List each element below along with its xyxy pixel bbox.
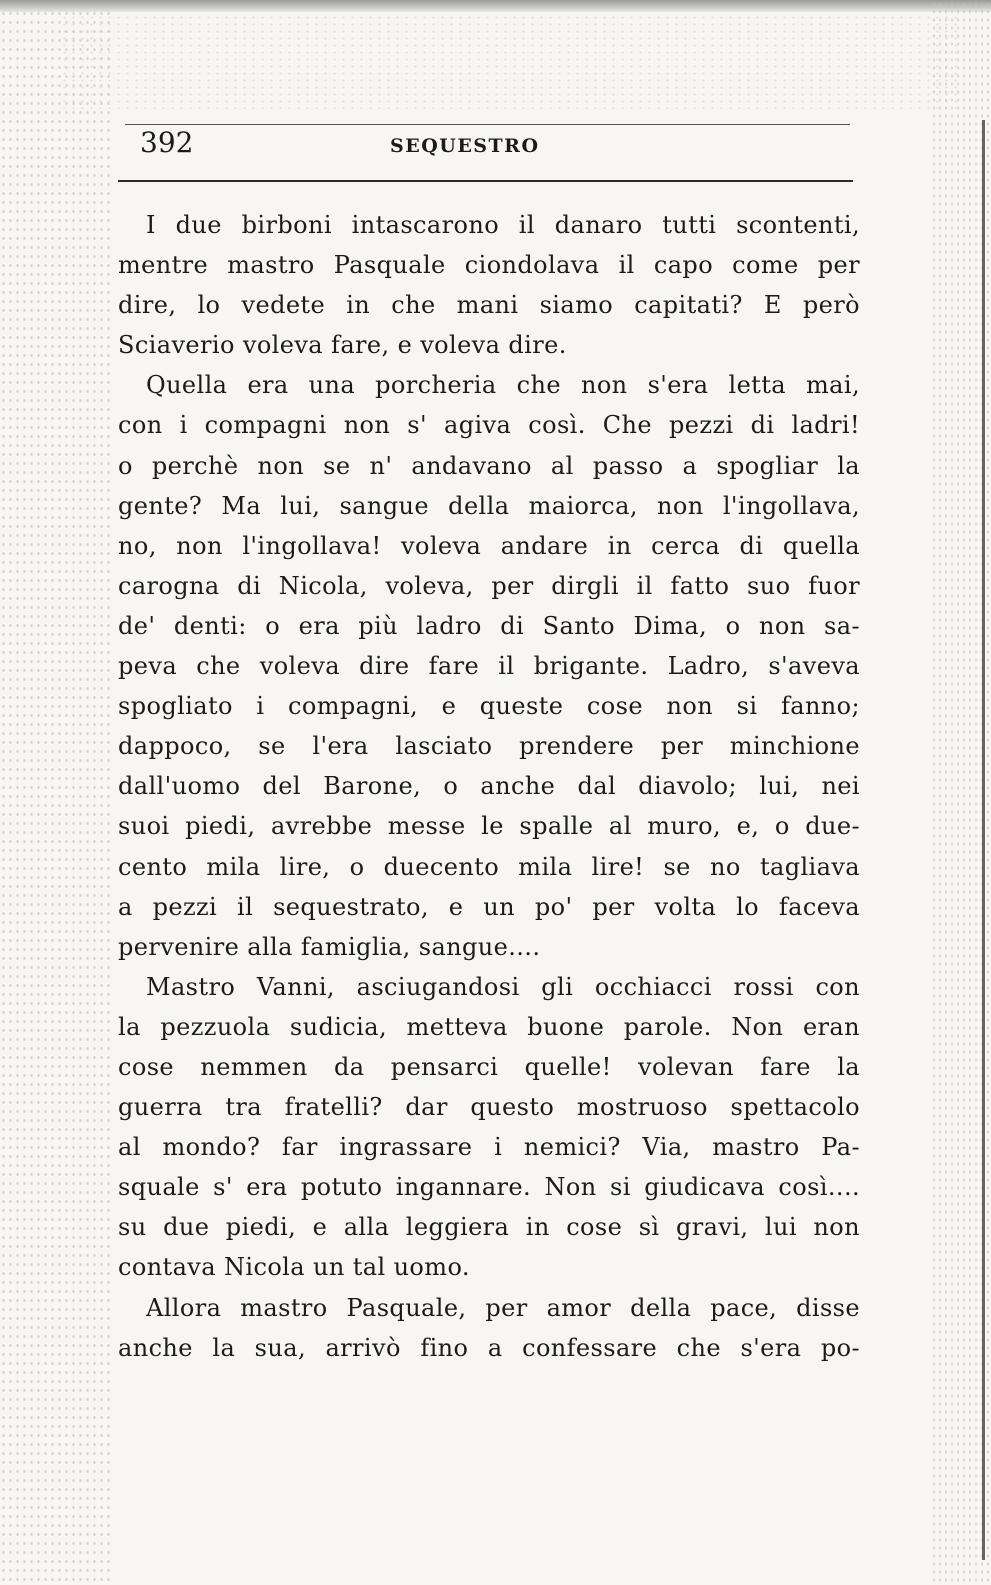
text-line: carogna di Nicola, voleva, per dirgli il fatto suo fuor [118, 571, 860, 600]
text-line: Allora mastro Pasquale, per amor della pace, disse [146, 1293, 860, 1322]
text-line: a pezzi il sequestrato, e un po' per volta lo faceva [118, 892, 860, 921]
text-line: su due piedi, e alla leggiera in cose sì gravi, lui non [118, 1213, 860, 1242]
page-edge-shadow [982, 120, 985, 1560]
text-line: con i compagni non s' agiva così. Che pezzi di ladri! [118, 411, 860, 440]
text-line: pervenire alla famiglia, sangue.... [118, 932, 541, 961]
text-line: Sciaverio voleva fare, e voleva dire. [118, 331, 567, 360]
text-line: suoi piedi, avrebbe messe le spalle al muro, e, o due- [118, 812, 860, 841]
text-line: guerra tra fratelli? dar questo mostruoso spettacolo [118, 1093, 860, 1122]
text-line: la pezzuola sudicia, metteva buone parole. Non eran [118, 1012, 860, 1041]
text-line: de' denti: o era più ladro di Santo Dima, o non sa- [118, 611, 860, 640]
text-line: Mastro Vanni, asciugandosi gli occhiacci rossi con [146, 972, 860, 1001]
text-line: peva che voleva dire fare il brigante. Ladro, s'aveva [118, 652, 860, 681]
text-line: Quella era una porcheria che non s'era letta mai, [146, 371, 860, 400]
text-line: dappoco, se l'era lasciato prendere per minchione [118, 732, 860, 761]
text-line: spogliato i compagni, e queste cose non si fanno; [118, 692, 860, 721]
text-line: cose nemmen da pensarci quelle! volevan fare la [118, 1052, 860, 1081]
running-title: SEQUESTRO [390, 135, 540, 157]
text-line: squale s' era potuto ingannare. Non si giudicava così.... [118, 1173, 860, 1202]
text-line: o perchè non se n' andavano al passo a spogliar la [118, 451, 860, 480]
text-line: dire, lo vedete in che mani siamo capitati? E però [118, 291, 860, 320]
scan-noise-top [60, 14, 960, 109]
text-line: dall'uomo del Barone, o anche dal diavolo; lui, nei [118, 772, 860, 801]
scan-edge-top [0, 0, 991, 12]
text-line: al mondo? far ingrassare i nemici? Via, mastro Pa- [118, 1133, 860, 1162]
scan-noise-left [0, 0, 110, 1585]
text-line: I due birboni intascarono il danaro tutti scontenti, [146, 211, 860, 239]
header-rule [118, 180, 853, 182]
text-line: cento mila lire, o duecento mila lire! se no tagliava [118, 852, 860, 881]
header-rule-top [125, 124, 850, 125]
text-line: anche la sua, arrivò fino a confessare che s'era po- [118, 1333, 860, 1362]
page-number: 392 [140, 126, 194, 159]
text-line: gente? Ma lui, sangue della maiorca, non l'ingollava, [118, 491, 860, 520]
text-line: contava Nicola un tal uomo. [118, 1253, 470, 1282]
body-text [118, 205, 860, 1368]
text-line: mentre mastro Pasquale ciondolava il capo come per [118, 251, 860, 280]
text-line: no, non l'ingollava! voleva andare in cerca di quella [118, 531, 860, 560]
